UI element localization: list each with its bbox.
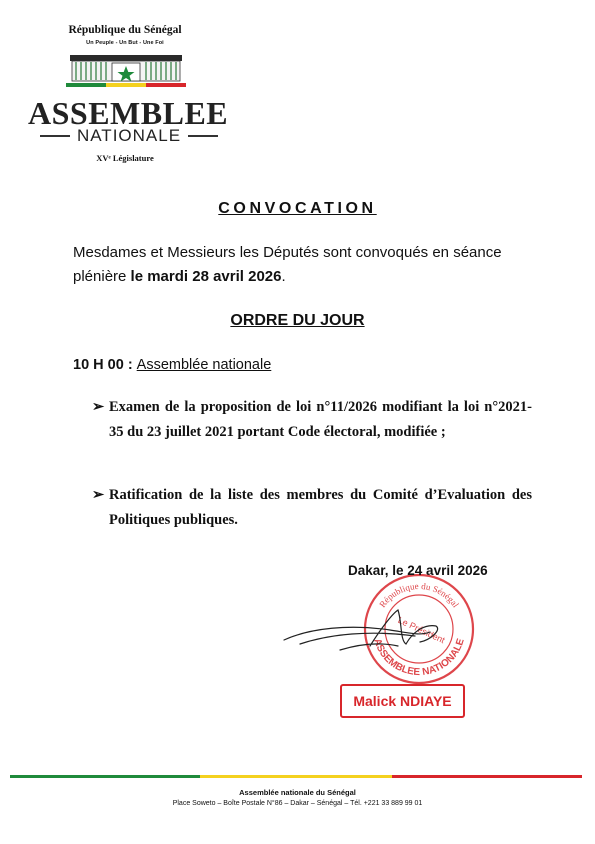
- intro-end: .: [281, 268, 286, 285]
- document-title: CONVOCATION: [218, 200, 377, 217]
- agenda-item: [92, 483, 532, 533]
- republic-label: République du Sénégal: [68, 24, 182, 36]
- handwritten-signature: [280, 600, 460, 670]
- convocation-text: [73, 241, 543, 289]
- nationale-wordmark: NATIONALE: [76, 126, 182, 145]
- session-time-line: [73, 357, 271, 373]
- arrow-bullet-icon: ➢: [92, 399, 105, 415]
- legislature-label: XVᵉ Législature: [96, 153, 154, 163]
- place-date: Dakar, le 24 avril 2026: [348, 563, 488, 578]
- agenda-title: ORDRE DU JOUR: [230, 312, 365, 329]
- footer-address: Place Soweto – Boîte Postale N°86 – Dakar – Sénégal – Tél. +221 33 889 99 01: [172, 800, 423, 807]
- agenda-item: [92, 395, 532, 445]
- session-venue: Assemblée nationale: [136, 357, 272, 373]
- stamp-bottom-text: ASSEMBLEE NATIONALE: [371, 637, 467, 679]
- assembly-building-logo: [66, 49, 186, 93]
- stamp-center-text: Le Président: [396, 614, 447, 646]
- agenda-item-text: Ratification de la liste des membres du Comité d’Evaluation des Politiques publiques.: [109, 487, 532, 528]
- stamp-top-text: République du Sénégal: [377, 580, 461, 610]
- footer-institution: Assemblée nationale du Sénégal: [239, 788, 356, 797]
- nationale-row: [40, 126, 218, 144]
- intro-text: Mesdames et Messieurs les Députés sont convoqués en séance plénière: [73, 244, 502, 285]
- agenda-item-text: Examen de la proposition de loi n°11/2026 modifiant la loi n°2021-35 du 23 juillet 2021 portant Code électoral, modifiée ;: [109, 399, 532, 440]
- session-time: 10 H 00 :: [73, 357, 137, 373]
- divider-right: [188, 135, 218, 137]
- arrow-bullet-icon: ➢: [92, 487, 105, 503]
- footer-flag-line: [10, 775, 582, 778]
- president-name: Malick NDIAYE: [353, 693, 452, 709]
- national-motto: Un Peuple - Un But - Une Foi: [86, 40, 164, 46]
- session-date: le mardi 28 avril 2026: [130, 268, 282, 285]
- name-stamp: [340, 684, 465, 718]
- assembly-wordmark: ASSEMBLEE: [28, 95, 229, 131]
